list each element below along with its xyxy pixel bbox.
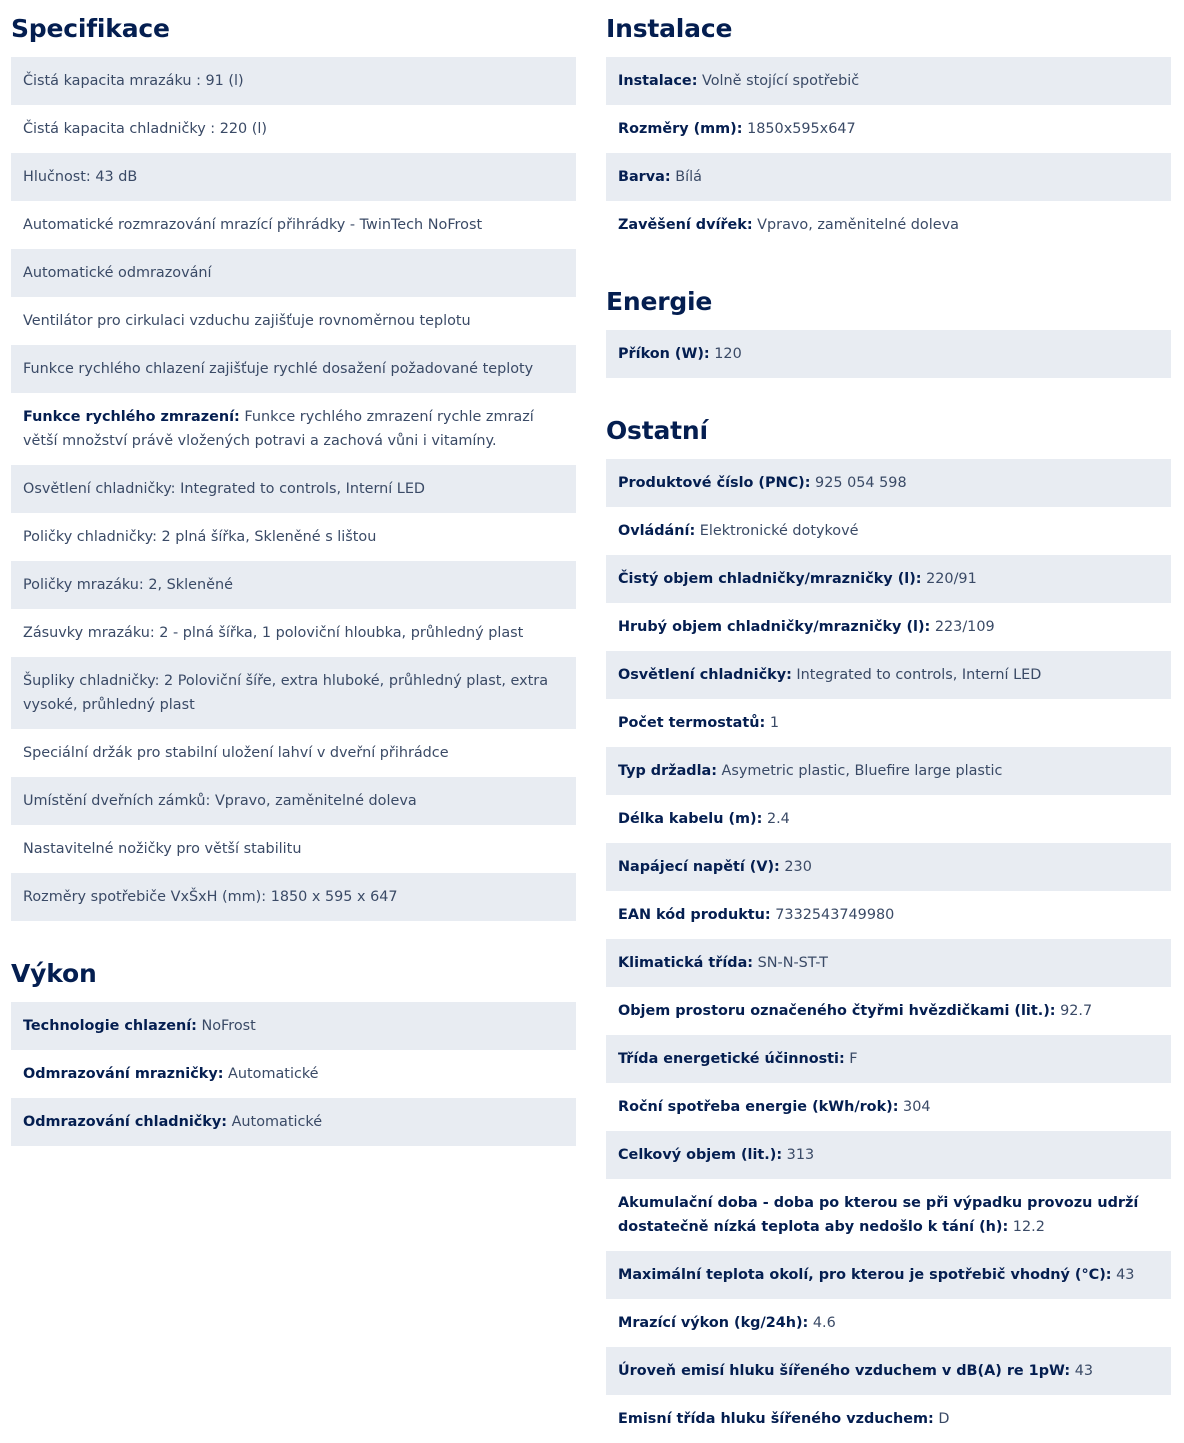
spec-value: 1 xyxy=(765,715,779,731)
spec-key: Třída energetické účinnosti: xyxy=(618,1051,845,1067)
spec-row-text xyxy=(23,477,425,501)
spec-row-text xyxy=(618,471,907,495)
spec-row xyxy=(606,1179,1171,1251)
spec-value: 43 xyxy=(1070,1363,1094,1379)
spec-row xyxy=(11,1098,576,1146)
spec-row-text xyxy=(618,1407,949,1431)
spec-value: F xyxy=(844,1051,858,1067)
spec-key: Barva: xyxy=(618,169,671,185)
section-title-specifikace: Specifikace xyxy=(11,14,170,43)
spec-key: Odmrazování mrazničky: xyxy=(23,1066,224,1082)
spec-row xyxy=(11,57,576,105)
spec-value: 120 xyxy=(709,346,742,362)
spec-row-text xyxy=(23,621,523,645)
spec-row-text xyxy=(618,1311,836,1335)
spec-value: Nastavitelné nožičky pro větší stabilitu xyxy=(23,841,302,857)
spec-value: Vpravo, zaměnitelné doleva xyxy=(752,217,959,233)
spec-row-text xyxy=(618,903,894,927)
spec-row xyxy=(606,939,1171,987)
spec-key: Celkový objem (lit.): xyxy=(618,1147,783,1163)
spec-key: Maximální teplota okolí, pro kterou je spotřebič vhodný (°C): xyxy=(618,1267,1112,1283)
spec-key: Příkon (W): xyxy=(618,346,710,362)
spec-value: 12.2 xyxy=(1008,1219,1045,1235)
spec-value: 4.6 xyxy=(808,1315,836,1331)
spec-key: Osvětlení chladničky: xyxy=(618,667,792,683)
spec-key: Odmrazování chladničky: xyxy=(23,1114,228,1130)
spec-row-text xyxy=(23,405,564,453)
spec-row-text xyxy=(618,567,977,591)
spec-value: Šupliky chladničky: 2 Poloviční šíře, extra hluboké, průhledný plast, extra vysoké, průhledný plast xyxy=(23,673,549,713)
spec-row xyxy=(606,555,1171,603)
spec-list-ostatni xyxy=(606,459,1171,1443)
spec-row-text xyxy=(23,213,482,237)
spec-key: Napájecí napětí (V): xyxy=(618,859,780,875)
spec-row xyxy=(11,153,576,201)
spec-row-text xyxy=(618,855,812,879)
spec-row-text xyxy=(23,837,301,861)
spec-value: Integrated to controls, Interní LED xyxy=(791,667,1042,683)
spec-row xyxy=(11,873,576,921)
spec-row xyxy=(606,747,1171,795)
spec-row-text xyxy=(618,759,1002,783)
spec-row xyxy=(11,561,576,609)
spec-key: Klimatická třída: xyxy=(618,955,754,971)
spec-row-text xyxy=(618,1191,1159,1239)
spec-row xyxy=(606,699,1171,747)
spec-row xyxy=(606,153,1171,201)
spec-value: Elektronické dotykové xyxy=(695,523,859,539)
spec-row xyxy=(11,1002,576,1050)
spec-value: Funkce rychlého chlazení zajišťuje rychlé dosažení požadované teploty xyxy=(23,361,534,377)
spec-key: Produktové číslo (PNC): xyxy=(618,475,811,491)
spec-key: Akumulační doba - doba po kterou se při výpadku provozu udrží dostatečně nízká teplota aby nedošlo k tání (h): xyxy=(618,1195,1139,1235)
section-title-vykon: Výkon xyxy=(11,959,97,988)
spec-value: 230 xyxy=(779,859,812,875)
spec-row xyxy=(606,507,1171,555)
spec-key: Úroveň emisí hluku šířeného vzduchem v dB(A) re 1pW: xyxy=(618,1363,1071,1379)
spec-row xyxy=(606,987,1171,1035)
spec-row-text xyxy=(618,663,1041,687)
spec-row-text xyxy=(23,1110,322,1134)
spec-row xyxy=(606,201,1171,249)
spec-key: Ovládání: xyxy=(618,523,696,539)
spec-key: Funkce rychlého zmrazení: xyxy=(23,409,240,425)
spec-row xyxy=(11,513,576,561)
section-title-instalace: Instalace xyxy=(606,14,733,43)
spec-row xyxy=(606,843,1171,891)
spec-row xyxy=(11,657,576,729)
spec-row xyxy=(606,1347,1171,1395)
spec-value: 2.4 xyxy=(762,811,790,827)
spec-row-text xyxy=(23,885,398,909)
spec-value: SN-N-ST-T xyxy=(753,955,828,971)
spec-value: 220/91 xyxy=(921,571,977,587)
spec-row-text xyxy=(23,1014,256,1038)
spec-value: Automatické odmrazování xyxy=(23,265,212,281)
spec-row-text xyxy=(23,741,449,765)
spec-row xyxy=(606,1131,1171,1179)
spec-row-text xyxy=(618,342,742,366)
spec-row xyxy=(606,459,1171,507)
spec-value: 313 xyxy=(782,1147,815,1163)
spec-value: 7332543749980 xyxy=(770,907,895,923)
spec-key: Emisní třída hluku šířeného vzduchem: xyxy=(618,1411,934,1427)
spec-value: 925 054 598 xyxy=(810,475,907,491)
spec-key: Instalace: xyxy=(618,73,698,89)
spec-row-text xyxy=(23,309,471,333)
spec-key: Objem prostoru označeného čtyřmi hvězdičkami (lit.): xyxy=(618,1003,1056,1019)
spec-row xyxy=(606,603,1171,651)
spec-row-text xyxy=(618,1095,931,1119)
spec-value: Bílá xyxy=(670,169,702,185)
spec-row-text xyxy=(23,357,533,381)
spec-value: Automatické xyxy=(223,1066,319,1082)
spec-key: Čistý objem chladničky/mrazničky (l): xyxy=(618,571,922,587)
spec-key: Rozměry (mm): xyxy=(618,121,743,137)
spec-row-text xyxy=(618,519,858,543)
spec-row-text xyxy=(618,117,856,141)
spec-row-text xyxy=(618,615,995,639)
spec-row-text xyxy=(618,711,779,735)
spec-row-text xyxy=(23,1062,319,1086)
spec-value: Poličky chladničky: 2 plná šířka, Skleněné s lištou xyxy=(23,529,377,545)
spec-row xyxy=(11,825,576,873)
spec-row-text xyxy=(23,117,267,141)
spec-list-instalace xyxy=(606,57,1171,249)
spec-row xyxy=(606,891,1171,939)
spec-row-text xyxy=(618,1359,1093,1383)
spec-value: Volně stojící spotřebič xyxy=(697,73,860,89)
spec-row-text xyxy=(618,213,959,237)
spec-value: Speciální držák pro stabilní uložení lahví v dveřní přihrádce xyxy=(23,745,449,761)
spec-row xyxy=(606,57,1171,105)
spec-row xyxy=(11,297,576,345)
spec-row-text xyxy=(618,1263,1134,1287)
spec-row xyxy=(606,1035,1171,1083)
spec-value: NoFrost xyxy=(196,1018,256,1034)
spec-row xyxy=(606,1251,1171,1299)
section-title-energie: Energie xyxy=(606,287,713,316)
spec-row xyxy=(11,1050,576,1098)
spec-value: 304 xyxy=(898,1099,931,1115)
spec-row-text xyxy=(618,69,859,93)
spec-row xyxy=(11,465,576,513)
spec-row-text xyxy=(618,1143,814,1167)
spec-row-text xyxy=(23,669,564,717)
spec-row xyxy=(606,330,1171,378)
spec-row xyxy=(606,1083,1171,1131)
spec-value: 43 xyxy=(1111,1267,1135,1283)
spec-key: Počet termostatů: xyxy=(618,715,766,731)
spec-key: Zavěšení dvířek: xyxy=(618,217,753,233)
spec-row xyxy=(606,105,1171,153)
spec-value: Umístění dveřních zámků: Vpravo, zaměnitelné doleva xyxy=(23,793,417,809)
spec-row xyxy=(606,651,1171,699)
spec-row xyxy=(11,345,576,393)
spec-row-text xyxy=(23,165,137,189)
spec-value: Poličky mrazáku: 2, Skleněné xyxy=(23,577,233,593)
spec-key: Mrazící výkon (kg/24h): xyxy=(618,1315,809,1331)
spec-value: Funkce rychlého zmrazení rychle zmrazí větší množství právě vložených potravi a zachová vůni i vitamíny. xyxy=(23,409,534,449)
spec-value: Hlučnost: 43 dB xyxy=(23,169,138,185)
right-column xyxy=(606,0,1171,1443)
spec-key: Hrubý objem chladničky/mrazničky (l): xyxy=(618,619,931,635)
spec-row xyxy=(11,729,576,777)
spec-value: Zásuvky mrazáku: 2 - plná šířka, 1 poloviční hloubka, průhledný plast xyxy=(23,625,524,641)
spec-key: EAN kód produktu: xyxy=(618,907,771,923)
spec-row-text xyxy=(23,789,417,813)
spec-row xyxy=(11,609,576,657)
spec-row-text xyxy=(23,573,233,597)
spec-row-text xyxy=(618,999,1092,1023)
spec-row xyxy=(11,201,576,249)
spec-row-text xyxy=(618,1047,858,1071)
section-title-ostatni: Ostatní xyxy=(606,416,708,445)
spec-value: Automatické rozmrazování mrazící přihrádky - TwinTech NoFrost xyxy=(23,217,483,233)
spec-value: Čistá kapacita mrazáku : 91 (l) xyxy=(23,73,244,89)
spec-row xyxy=(606,1299,1171,1347)
spec-value: Osvětlení chladničky: Integrated to controls, Interní LED xyxy=(23,481,426,497)
spec-value: Asymetric plastic, Bluefire large plastic xyxy=(716,763,1003,779)
spec-value: 1850x595x647 xyxy=(742,121,856,137)
spec-row-text xyxy=(23,525,376,549)
spec-row-text xyxy=(618,951,828,975)
spec-key: Délka kabelu (m): xyxy=(618,811,763,827)
spec-row-text xyxy=(618,165,702,189)
spec-list-specifikace xyxy=(11,57,576,921)
left-column xyxy=(11,0,576,1146)
spec-row xyxy=(11,105,576,153)
spec-value: Rozměry spotřebiče VxŠxH (mm): 1850 x 595 x 647 xyxy=(23,889,398,905)
spec-row-text xyxy=(618,807,790,831)
spec-value: Automatické xyxy=(227,1114,323,1130)
spec-key: Typ držadla: xyxy=(618,763,717,779)
spec-list-energie xyxy=(606,330,1171,378)
spec-row xyxy=(11,249,576,297)
spec-value: Ventilátor pro cirkulaci vzduchu zajišťuje rovnoměrnou teplotu xyxy=(23,313,471,329)
spec-row xyxy=(11,777,576,825)
spec-key: Roční spotřeba energie (kWh/rok): xyxy=(618,1099,899,1115)
spec-value: D xyxy=(933,1411,950,1427)
spec-row xyxy=(11,393,576,465)
spec-list-vykon xyxy=(11,1002,576,1146)
spec-value: 92.7 xyxy=(1055,1003,1093,1019)
spec-row xyxy=(606,795,1171,843)
spec-value: 223/109 xyxy=(930,619,995,635)
spec-row-text xyxy=(23,69,244,93)
spec-value: Čistá kapacita chladničky : 220 (l) xyxy=(23,121,267,137)
spec-key: Technologie chlazení: xyxy=(23,1018,197,1034)
spec-row-text xyxy=(23,261,212,285)
